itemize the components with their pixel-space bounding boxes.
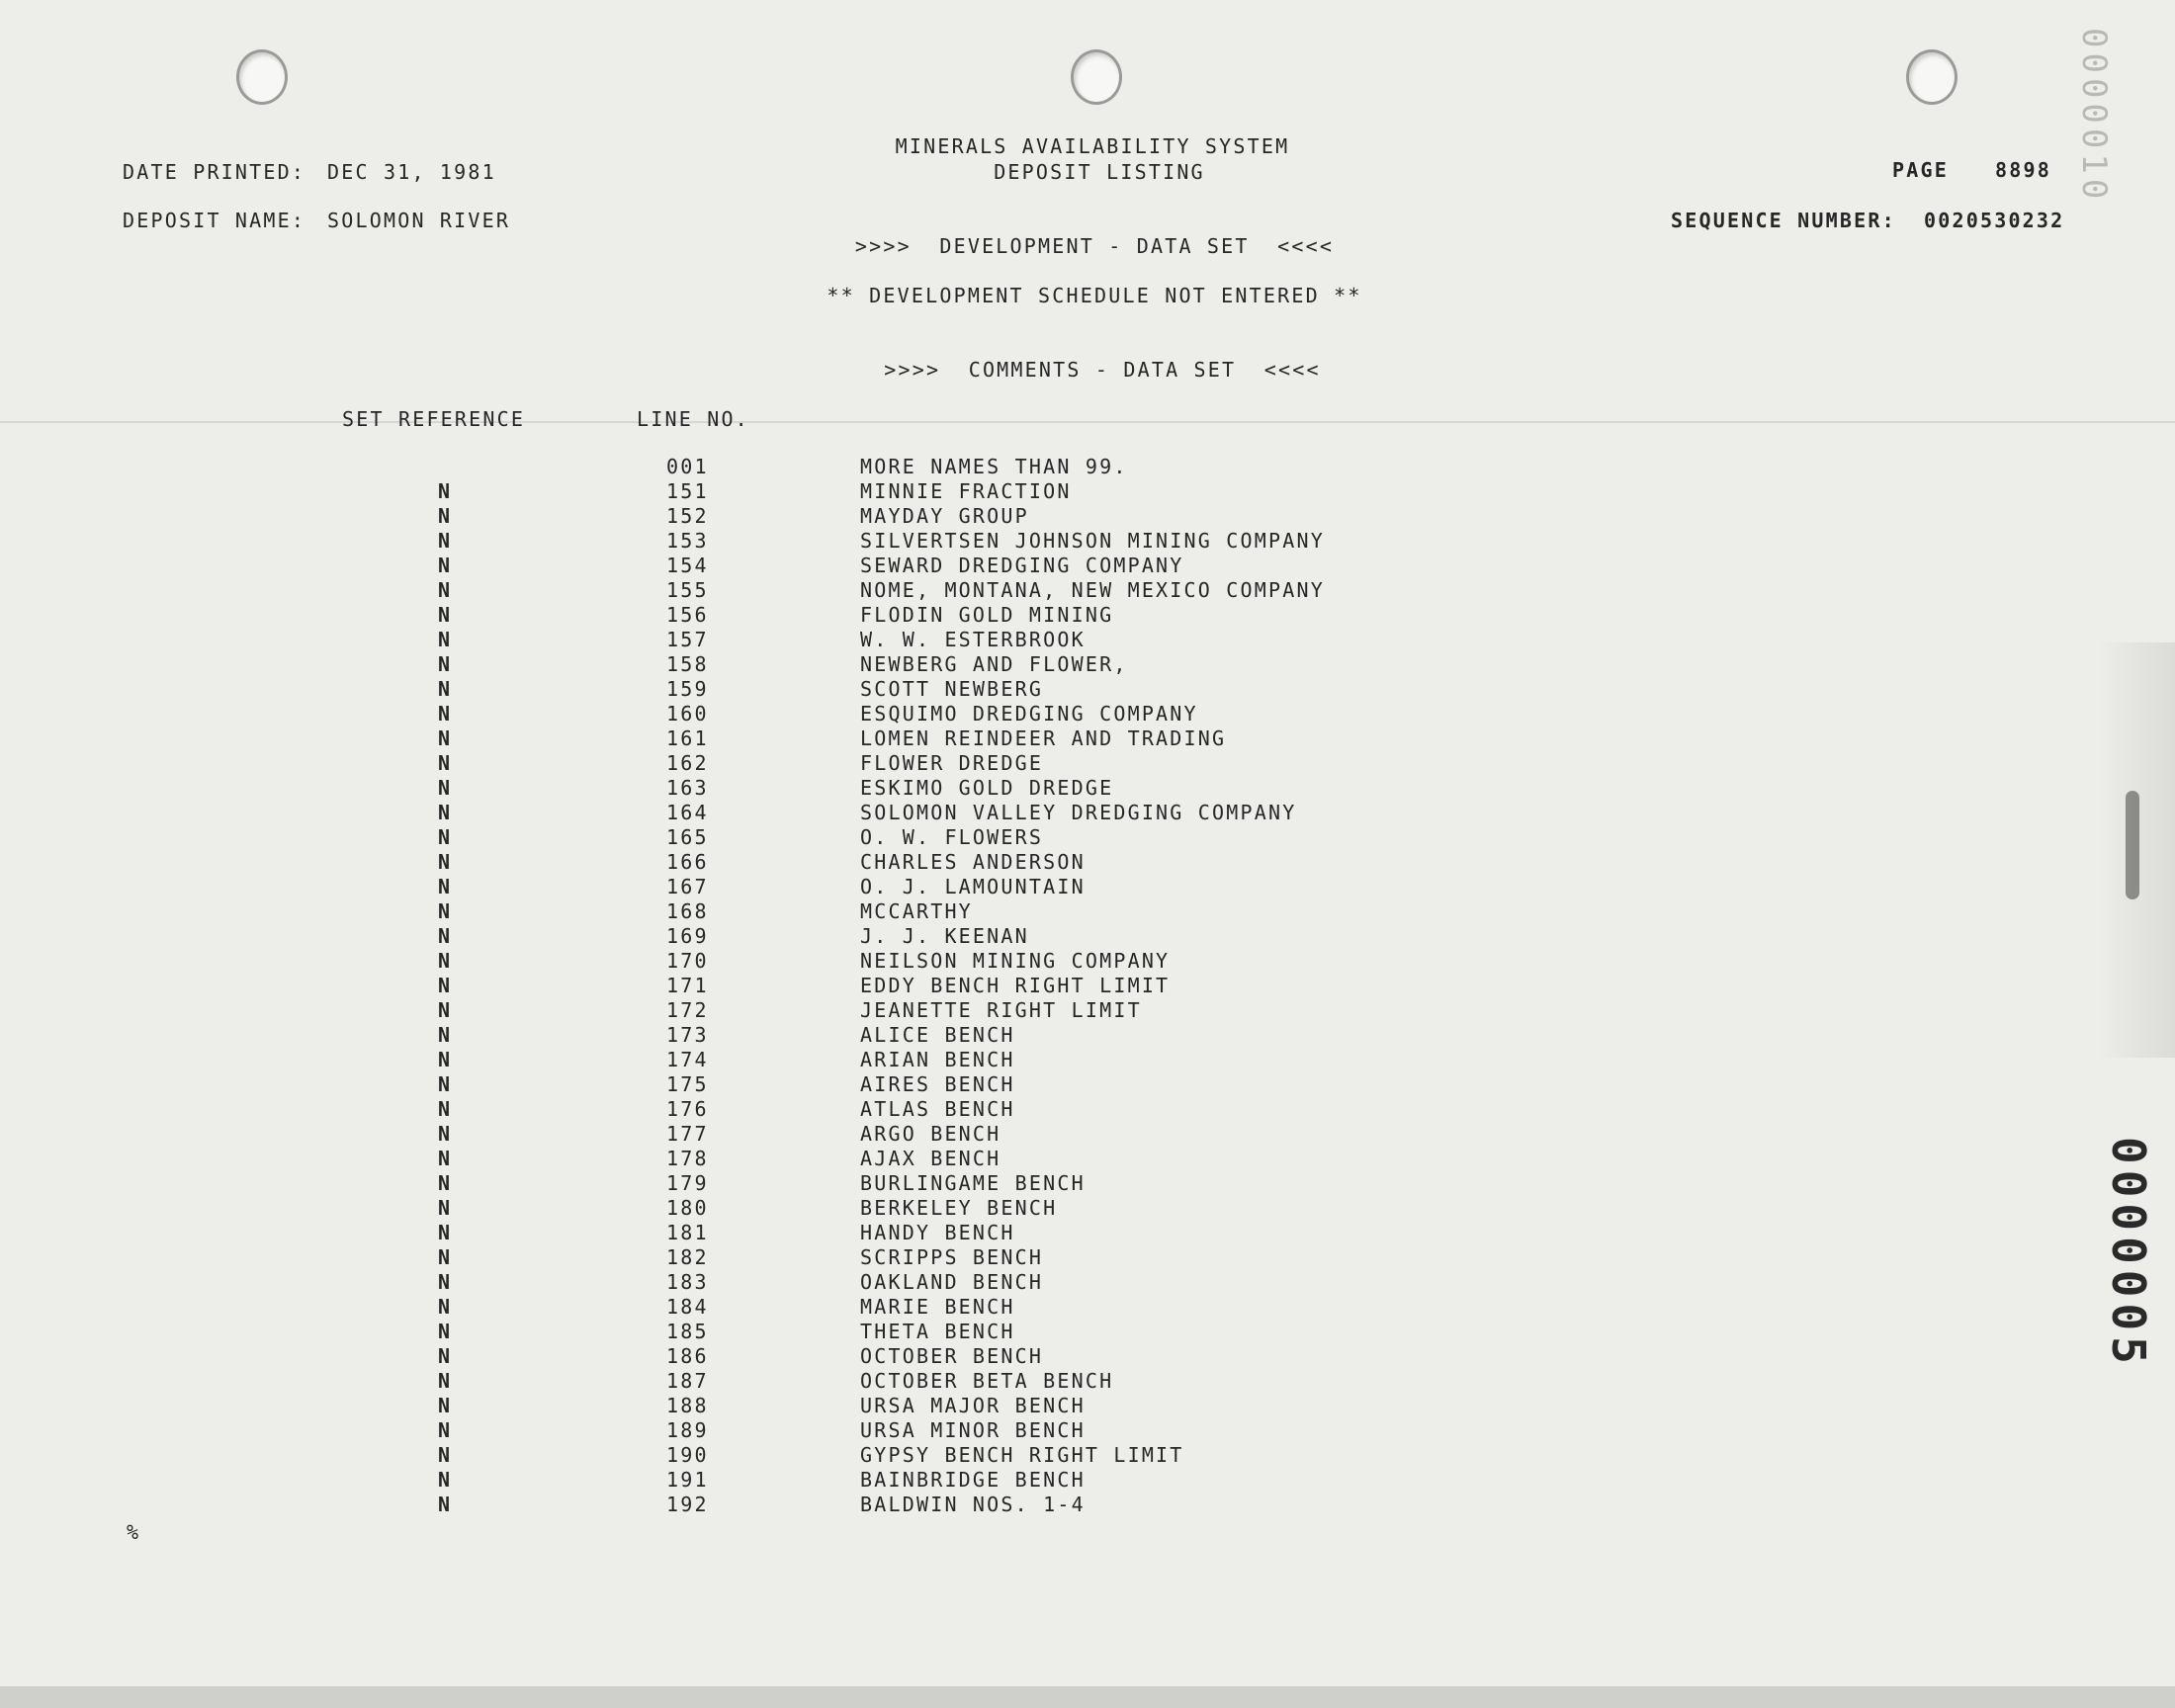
comment-text-cell: NOME, MONTANA, NEW MEXICO COMPANY (860, 578, 1325, 602)
faint-frame-stamp: 0000010 (2074, 28, 2114, 205)
line-number-cell: 163 (666, 776, 709, 800)
line-number-cell: 177 (666, 1122, 709, 1146)
comment-text-cell: EDDY BENCH RIGHT LIMIT (860, 974, 1171, 997)
comment-text-cell: W. W. ESTERBROOK (860, 628, 1086, 651)
table-row: N 168 MCCARTHY (438, 899, 973, 923)
development-heading: >>>> DEVELOPMENT - DATA SET <<<< (854, 234, 1335, 258)
comment-text-cell: NEWBERG AND FLOWER, (860, 652, 1128, 676)
comment-text-cell: FLODIN GOLD MINING (860, 603, 1114, 627)
line-number-cell: 151 (666, 479, 709, 503)
comment-text-cell: ATLAS BENCH (860, 1097, 1015, 1121)
table-row: N 161 LOMEN REINDEER AND TRADING (438, 726, 1227, 750)
comment-text-cell: NEILSON MINING COMPANY (860, 949, 1171, 973)
comment-text-cell: JEANETTE RIGHT LIMIT (860, 998, 1142, 1022)
comment-text-cell: MARIE BENCH (860, 1295, 1015, 1319)
table-row: N 158 NEWBERG AND FLOWER, (438, 652, 1128, 676)
comment-text-cell: ALICE BENCH (860, 1023, 1015, 1047)
line-number-cell: 164 (666, 801, 709, 824)
comment-text-cell: CHARLES ANDERSON (860, 850, 1086, 874)
line-number-cell: 165 (666, 825, 709, 849)
line-number-cell: 186 (666, 1344, 709, 1368)
comment-text-cell: ARIAN BENCH (860, 1048, 1015, 1071)
table-row: N 169 J. J. KEENAN (438, 924, 1029, 948)
table-row: N 177 ARGO BENCH (438, 1122, 1001, 1146)
table-row: N 151 MINNIE FRACTION (438, 479, 1072, 503)
line-number-cell: 182 (666, 1245, 709, 1269)
punch-hole-right (1906, 49, 1958, 105)
comment-text-cell: BAINBRIDGE BENCH (860, 1468, 1086, 1492)
table-row: N 175 AIRES BENCH (438, 1072, 1015, 1096)
table-row: N 178 AJAX BENCH (438, 1147, 1001, 1170)
table-row: N 190 GYPSY BENCH RIGHT LIMIT (438, 1443, 1184, 1467)
table-row: N 163 ESKIMO GOLD DREDGE (438, 776, 1114, 800)
system-title: MINERALS AVAILABILITY SYSTEM (895, 134, 1290, 158)
line-number-cell: 001 (666, 455, 709, 478)
comment-text-cell: THETA BENCH (860, 1320, 1015, 1343)
column-header-line-no: LINE NO. (637, 407, 749, 431)
comment-text-cell: OAKLAND BENCH (860, 1270, 1044, 1294)
comment-text-cell: SCOTT NEWBERG (860, 677, 1044, 701)
comment-text-cell: URSA MAJOR BENCH (860, 1394, 1086, 1417)
comment-text-cell: MORE NAMES THAN 99. (860, 455, 1128, 478)
page-label: PAGE (1892, 158, 1949, 182)
comment-text-cell: SEWARD DREDGING COMPANY (860, 554, 1184, 577)
comment-text-cell: MCCARTHY (860, 899, 973, 923)
comment-text-cell: OCTOBER BETA BENCH (860, 1369, 1114, 1393)
date-printed-value: DEC 31, 1981 (327, 160, 496, 184)
table-row: N 181 HANDY BENCH (438, 1221, 1015, 1244)
table-row: N 152 MAYDAY GROUP (438, 504, 1029, 528)
line-number-cell: 187 (666, 1369, 709, 1393)
line-number-cell: 178 (666, 1147, 709, 1170)
line-number-cell: 181 (666, 1221, 709, 1244)
line-number-cell: 162 (666, 751, 709, 775)
development-note: ** DEVELOPMENT SCHEDULE NOT ENTERED ** (826, 284, 1362, 307)
comment-text-cell: AIRES BENCH (860, 1072, 1015, 1096)
line-number-cell: 174 (666, 1048, 709, 1071)
comment-text-cell: SOLOMON VALLEY DREDGING COMPANY (860, 801, 1297, 824)
table-row: N 154 SEWARD DREDGING COMPANY (438, 554, 1184, 577)
table-row: N 182 SCRIPPS BENCH (438, 1245, 1044, 1269)
table-row: N 170 NEILSON MINING COMPANY (438, 949, 1171, 973)
table-row: N 159 SCOTT NEWBERG (438, 677, 1044, 701)
comment-text-cell: ESKIMO GOLD DREDGE (860, 776, 1114, 800)
line-number-cell: 191 (666, 1468, 709, 1492)
line-number-cell: 159 (666, 677, 709, 701)
comment-text-cell: SCRIPPS BENCH (860, 1245, 1044, 1269)
table-row: N 180 BERKELEY BENCH (438, 1196, 1058, 1220)
comment-text-cell: BURLINGAME BENCH (860, 1171, 1086, 1195)
line-number-cell: 188 (666, 1394, 709, 1417)
line-number-cell: 185 (666, 1320, 709, 1343)
punch-hole-left (236, 49, 288, 105)
line-number-cell: 158 (666, 652, 709, 676)
line-number-cell: 170 (666, 949, 709, 973)
table-row: N 176 ATLAS BENCH (438, 1097, 1015, 1121)
table-row: N 162 FLOWER DREDGE (438, 751, 1044, 775)
column-header-set-reference: SET REFERENCE (342, 407, 526, 431)
line-number-cell: 166 (666, 850, 709, 874)
line-number-cell: 167 (666, 875, 709, 898)
comment-text-cell: GYPSY BENCH RIGHT LIMIT (860, 1443, 1184, 1467)
table-row: N 164 SOLOMON VALLEY DREDGING COMPANY (438, 801, 1297, 824)
line-number-cell: 189 (666, 1418, 709, 1442)
comment-text-cell: BALDWIN NOS. 1-4 (860, 1493, 1086, 1516)
comment-text-cell: MAYDAY GROUP (860, 504, 1029, 528)
end-of-listing-mark: % (127, 1520, 141, 1544)
comment-text-cell: MINNIE FRACTION (860, 479, 1072, 503)
comment-text-cell: O. J. LAMOUNTAIN (860, 875, 1086, 898)
table-row: N 156 FLODIN GOLD MINING (438, 603, 1114, 627)
line-number-cell: 169 (666, 924, 709, 948)
table-row: N 153 SILVERTSEN JOHNSON MINING COMPANY (438, 529, 1325, 553)
table-row: N 165 O. W. FLOWERS (438, 825, 1044, 849)
comment-text-cell: O. W. FLOWERS (860, 825, 1044, 849)
comment-text-cell: HANDY BENCH (860, 1221, 1015, 1244)
comment-text-cell: BERKELEY BENCH (860, 1196, 1058, 1220)
comments-heading: >>>> COMMENTS - DATA SET <<<< (884, 358, 1321, 382)
page-number: 8898 (1995, 158, 2051, 182)
line-number-cell: 173 (666, 1023, 709, 1047)
page-bottom-edge (0, 1686, 2175, 1708)
line-number-cell: 153 (666, 529, 709, 553)
table-row: N 172 JEANETTE RIGHT LIMIT (438, 998, 1142, 1022)
line-number-cell: 183 (666, 1270, 709, 1294)
sequence-number-value: 0020530232 (1924, 209, 2065, 232)
line-number-cell: 175 (666, 1072, 709, 1096)
line-number-cell: 155 (666, 578, 709, 602)
comments-table (0, 455, 2175, 1517)
line-number-cell: 171 (666, 974, 709, 997)
comment-text-cell: J. J. KEENAN (860, 924, 1029, 948)
table-row: N 187 OCTOBER BETA BENCH (438, 1369, 1114, 1393)
line-number-cell: 156 (666, 603, 709, 627)
line-number-cell: 176 (666, 1097, 709, 1121)
deposit-name-value: SOLOMON RIVER (327, 209, 511, 232)
line-number-cell: 172 (666, 998, 709, 1022)
table-row: N 179 BURLINGAME BENCH (438, 1171, 1086, 1195)
table-row (0, 455, 2175, 479)
comment-text-cell: LOMEN REINDEER AND TRADING (860, 726, 1227, 750)
comment-text-cell: SILVERTSEN JOHNSON MINING COMPANY (860, 529, 1325, 553)
table-row: N 174 ARIAN BENCH (438, 1048, 1015, 1071)
comment-text-cell: ESQUIMO DREDGING COMPANY (860, 702, 1198, 726)
line-number-cell: 161 (666, 726, 709, 750)
comment-text-cell: ARGO BENCH (860, 1122, 1001, 1146)
table-row: N 192 BALDWIN NOS. 1-4 (438, 1493, 1086, 1516)
table-row: N 186 OCTOBER BENCH (438, 1344, 1044, 1368)
line-number-cell: 184 (666, 1295, 709, 1319)
line-number-cell: 180 (666, 1196, 709, 1220)
table-row: N 184 MARIE BENCH (438, 1295, 1015, 1319)
frame-number-stamp: 0000005 (2102, 1137, 2155, 1370)
table-row: N 183 OAKLAND BENCH (438, 1270, 1044, 1294)
comment-text-cell: FLOWER DREDGE (860, 751, 1044, 775)
comment-text-cell: URSA MINOR BENCH (860, 1418, 1086, 1442)
table-row: N 160 ESQUIMO DREDGING COMPANY (438, 702, 1198, 726)
line-number-cell: 179 (666, 1171, 709, 1195)
comment-text-cell: OCTOBER BENCH (860, 1344, 1044, 1368)
table-row: N 157 W. W. ESTERBROOK (438, 628, 1086, 651)
sequence-number-label: SEQUENCE NUMBER: (1671, 209, 1896, 232)
table-row: N 185 THETA BENCH (438, 1320, 1015, 1343)
table-row: N 167 O. J. LAMOUNTAIN (438, 875, 1086, 898)
date-printed-label: DATE PRINTED: (123, 160, 306, 184)
table-row: N 189 URSA MINOR BENCH (438, 1418, 1086, 1442)
listing-title: DEPOSIT LISTING (994, 160, 1205, 184)
line-number-cell: 160 (666, 702, 709, 726)
table-row: N 188 URSA MAJOR BENCH (438, 1394, 1086, 1417)
table-row: N 166 CHARLES ANDERSON (438, 850, 1086, 874)
line-number-cell: 190 (666, 1443, 709, 1467)
line-number-cell: 192 (666, 1493, 709, 1516)
paper-fold-line (0, 421, 2175, 423)
line-number-cell: 157 (666, 628, 709, 651)
table-row: N 173 ALICE BENCH (438, 1023, 1015, 1047)
line-number-cell: 152 (666, 504, 709, 528)
line-number-cell: 168 (666, 899, 709, 923)
comment-text-cell: AJAX BENCH (860, 1147, 1001, 1170)
line-number-cell: 154 (666, 554, 709, 577)
punch-hole-center (1071, 49, 1122, 105)
table-row: N 171 EDDY BENCH RIGHT LIMIT (438, 974, 1171, 997)
table-row: N 155 NOME, MONTANA, NEW MEXICO COMPANY (438, 578, 1325, 602)
deposit-name-label: DEPOSIT NAME: (123, 209, 306, 232)
table-row: N 191 BAINBRIDGE BENCH (438, 1468, 1086, 1492)
